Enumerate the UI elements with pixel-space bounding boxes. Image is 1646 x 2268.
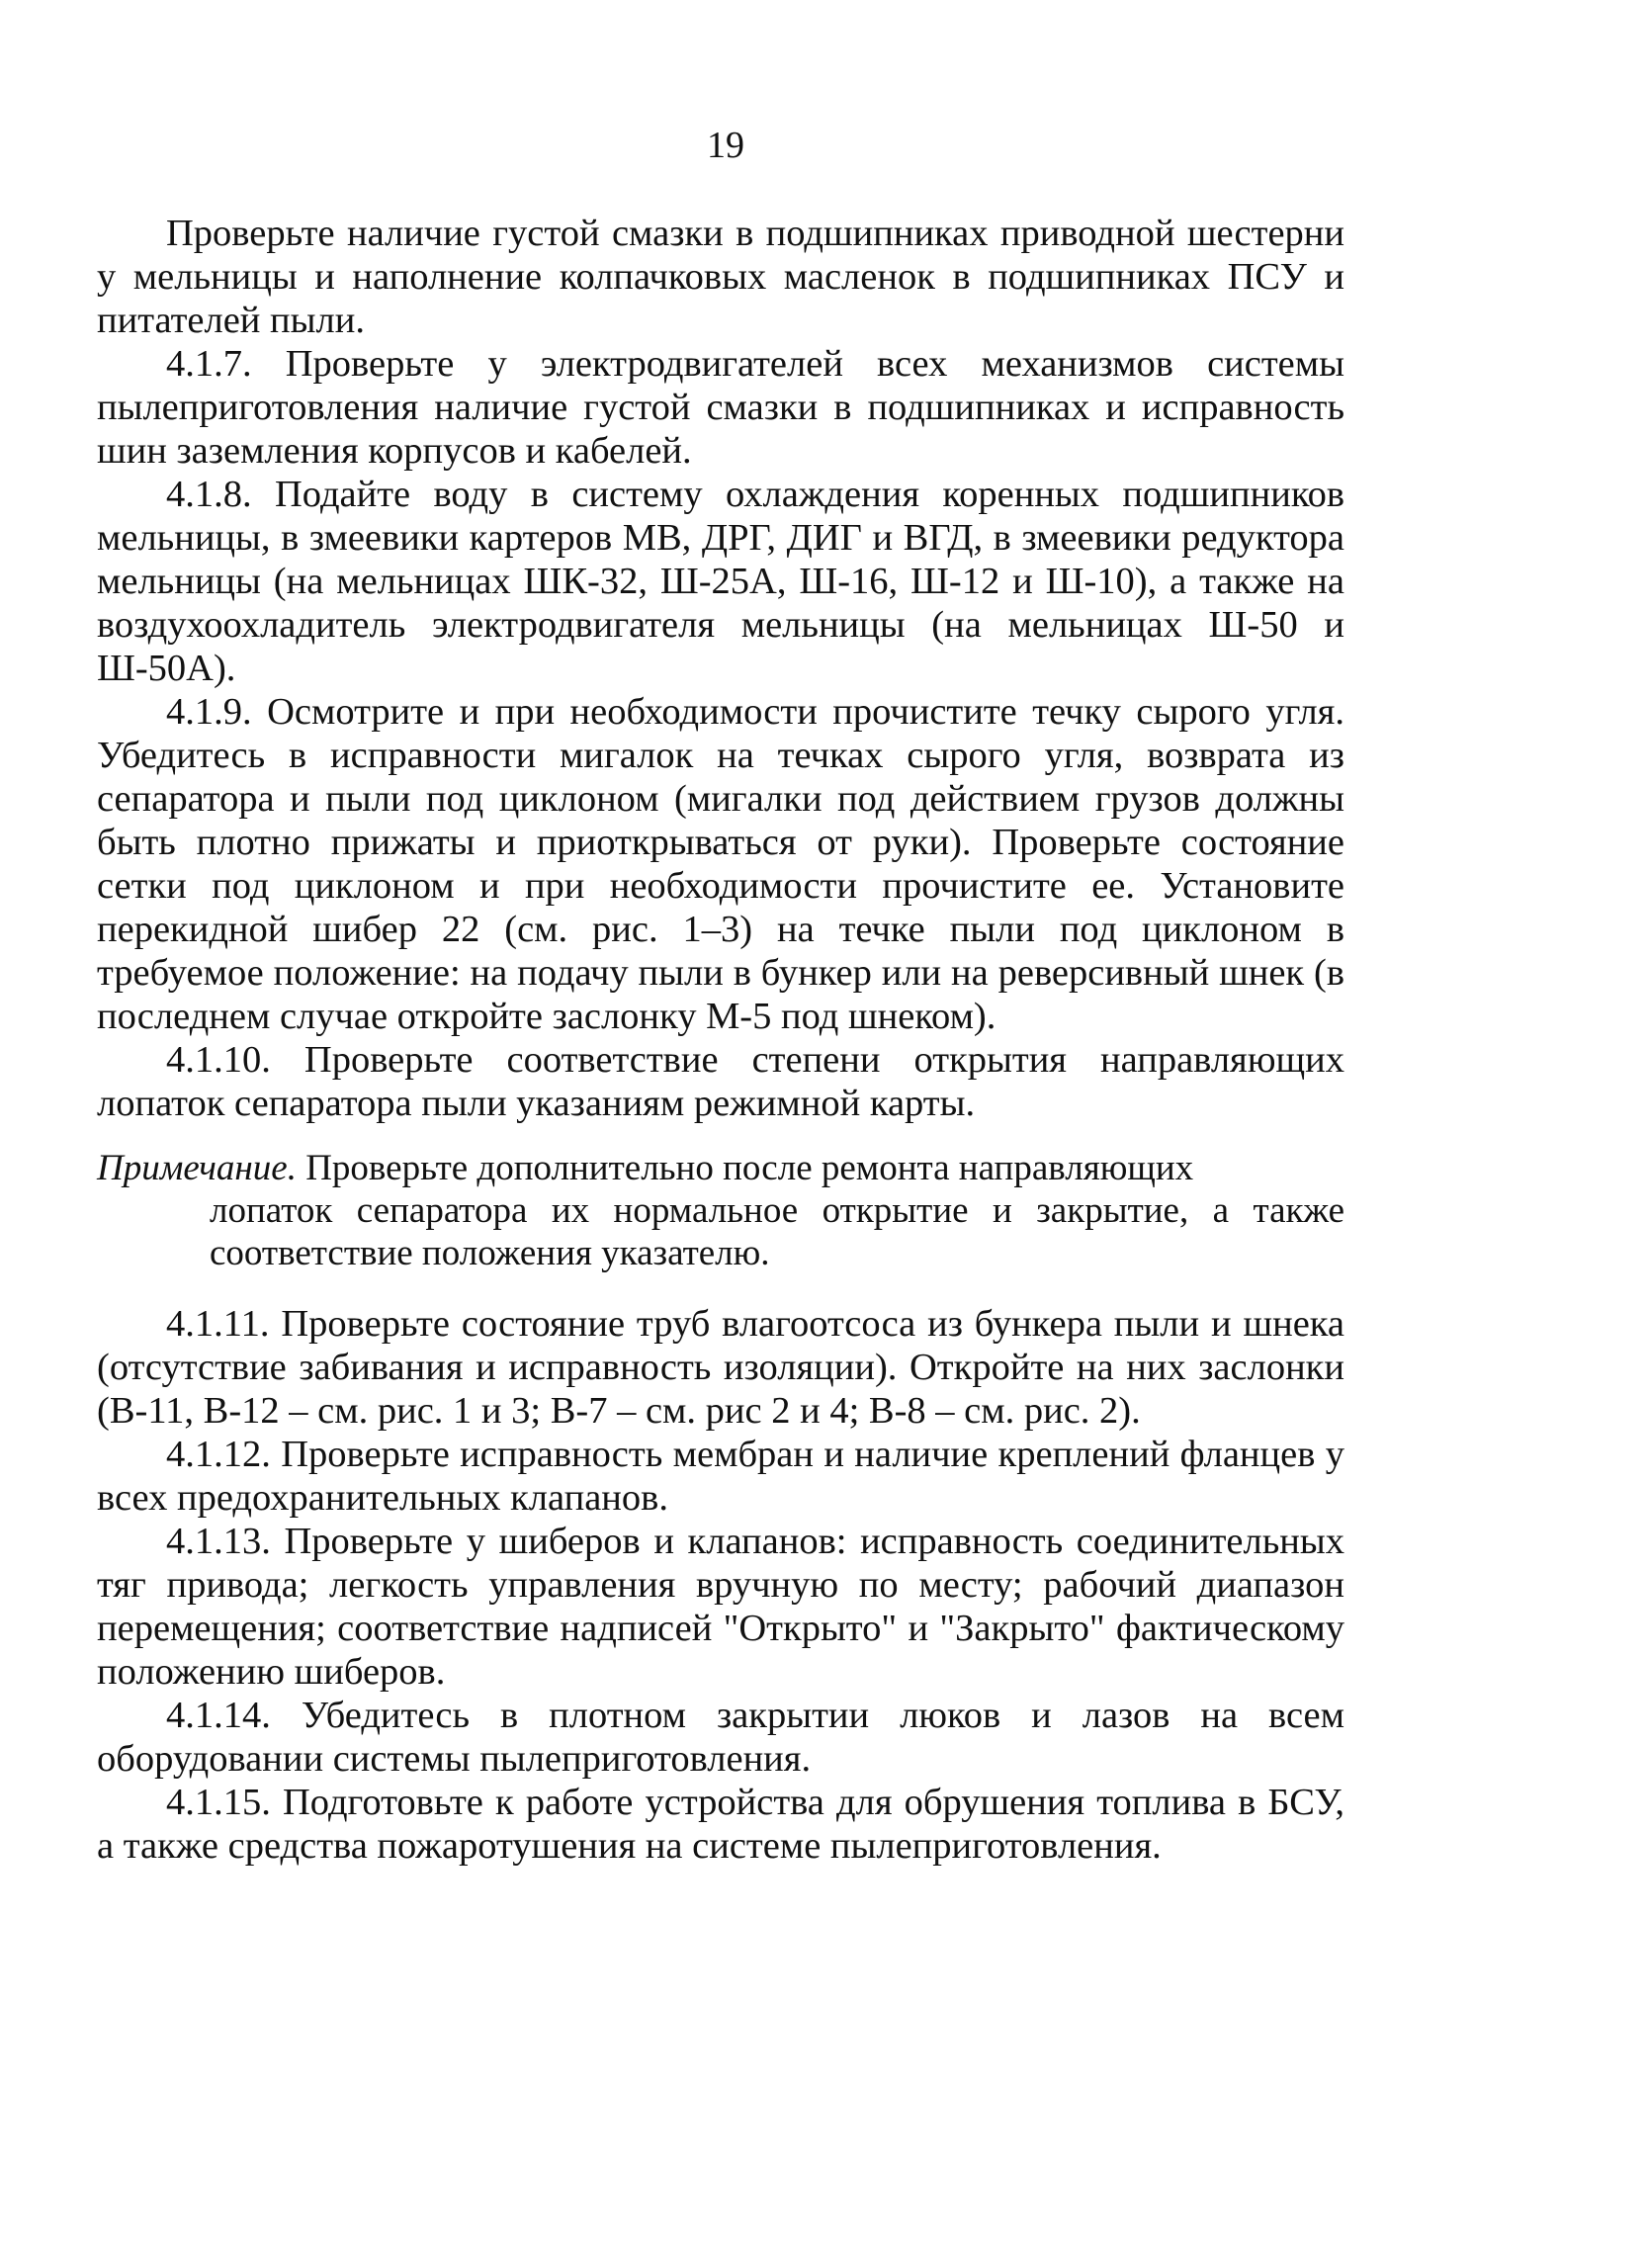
paragraph-4-1-13 — [97, 1520, 1344, 1694]
paragraph-text: Проверьте исправность мембран и наличие креплений фланцев у всех предохранительных клапанов. — [97, 1434, 1345, 1519]
clause-number: 4.1.11. — [166, 1303, 270, 1345]
paragraph-4-1-7 — [97, 342, 1344, 473]
clause-number: 4.1.7. — [166, 343, 252, 385]
document-page — [97, 124, 1344, 1868]
note-label: Примечание. — [97, 1148, 297, 1188]
note-first-line — [97, 1147, 1344, 1189]
paragraph-4-1-11 — [97, 1302, 1344, 1433]
paragraph-4-1-12 — [97, 1433, 1344, 1520]
paragraph-text: Проверьте у электродвигателей всех механизмов системы пылеприготовления наличие густой смазки в подшипниках и исправность шин заземления корпусов и кабелей. — [97, 343, 1344, 472]
page-number: 19 — [707, 125, 744, 166]
paragraph-4-1-15 — [97, 1781, 1344, 1868]
paragraph-text: Проверьте наличие густой смазки в подшипниках приводной шестерни у мельницы и наполнение колпачковых масленок в подшипниках ПСУ и питателей пыли. — [97, 213, 1344, 341]
clause-number: 4.1.14. — [166, 1695, 271, 1736]
paragraph-text: Подайте воду в систему охлаждения коренных подшипников мельницы, в змеевики картеров МВ, ДРГ, ДИГ и ВГД, в змеевики редуктора мельницы (на мельницах ШК-32, Ш-25А, Ш-16, Ш-12 и Ш-10), а также на воздухоохладитель электродвигателя мельницы (на мельницах Ш-50 и Ш-50А). — [97, 474, 1344, 689]
note-text-rest: лопаток сепаратора их нормальное открытие и закрытие, а также соответствие положения указателю. — [210, 1190, 1344, 1273]
paragraph-4-1-14 — [97, 1694, 1344, 1781]
paragraph-4-1-9 — [97, 690, 1344, 1038]
paragraph-4-1-10 — [97, 1038, 1344, 1125]
note-block — [97, 1147, 1344, 1274]
paragraph-4-1-8 — [97, 473, 1344, 690]
note-text-first: Проверьте дополнительно после ремонта направляющих — [305, 1148, 1194, 1188]
clause-number: 4.1.9. — [166, 691, 252, 733]
clause-number: 4.1.10. — [166, 1039, 271, 1081]
clause-number: 4.1.15. — [166, 1782, 271, 1823]
paragraph-text: Проверьте у шиберов и клапанов: исправность соединительных тяг привода; легкость управления вручную по месту; рабочий диапазон перемещения; соответствие надписей "Открыто" и "Закрыто" фактическому положению шиберов. — [97, 1521, 1344, 1693]
paragraph-text: Подготовьте к работе устройства для обрушения топлива в БСУ, а также средства пожаротушения на системе пылеприготовления. — [97, 1782, 1345, 1867]
clause-number: 4.1.12. — [166, 1434, 271, 1475]
paragraph-intro — [97, 212, 1344, 342]
paragraph-text: Осмотрите и при необходимости прочистите течку сырого угля. Убедитесь в исправности мигалок на течках сырого угля, возврата из сепаратора и пыли под циклоном (мигалки под действием грузов должны быть плотно прижаты и приоткрываться от руки). Проверьте состояние сетки под циклоном и при необходимости прочистите ее. Установите перекидной шибер 22 (см. рис. 1–3) на течке пыли под циклоном в требуемое положение: на подачу пыли в бункер или на реверсивный шнек (в последнем случае откройте заслонку М-5 под шнеком). — [97, 691, 1344, 1037]
clause-number: 4.1.8. — [166, 474, 252, 515]
clause-number: 4.1.13. — [166, 1521, 271, 1562]
paragraph-text: Проверьте соответствие степени открытия направляющих лопаток сепаратора пыли указаниям режимной карты. — [97, 1039, 1345, 1124]
paragraph-text: Убедитесь в плотном закрытии люков и лазов на всем оборудовании системы пылеприготовления. — [97, 1695, 1345, 1780]
note-continuation — [210, 1189, 1344, 1274]
paragraph-text: Проверьте состояние труб влагоотсоса из бункера пыли и шнека (отсутствие забивания и исправность изоляции). Откройте на них заслонки (В-11, В-12 – см. рис. 1 и 3; В-7 – см. рис 2 и 4; В-8 – см. рис. 2). — [97, 1303, 1345, 1432]
